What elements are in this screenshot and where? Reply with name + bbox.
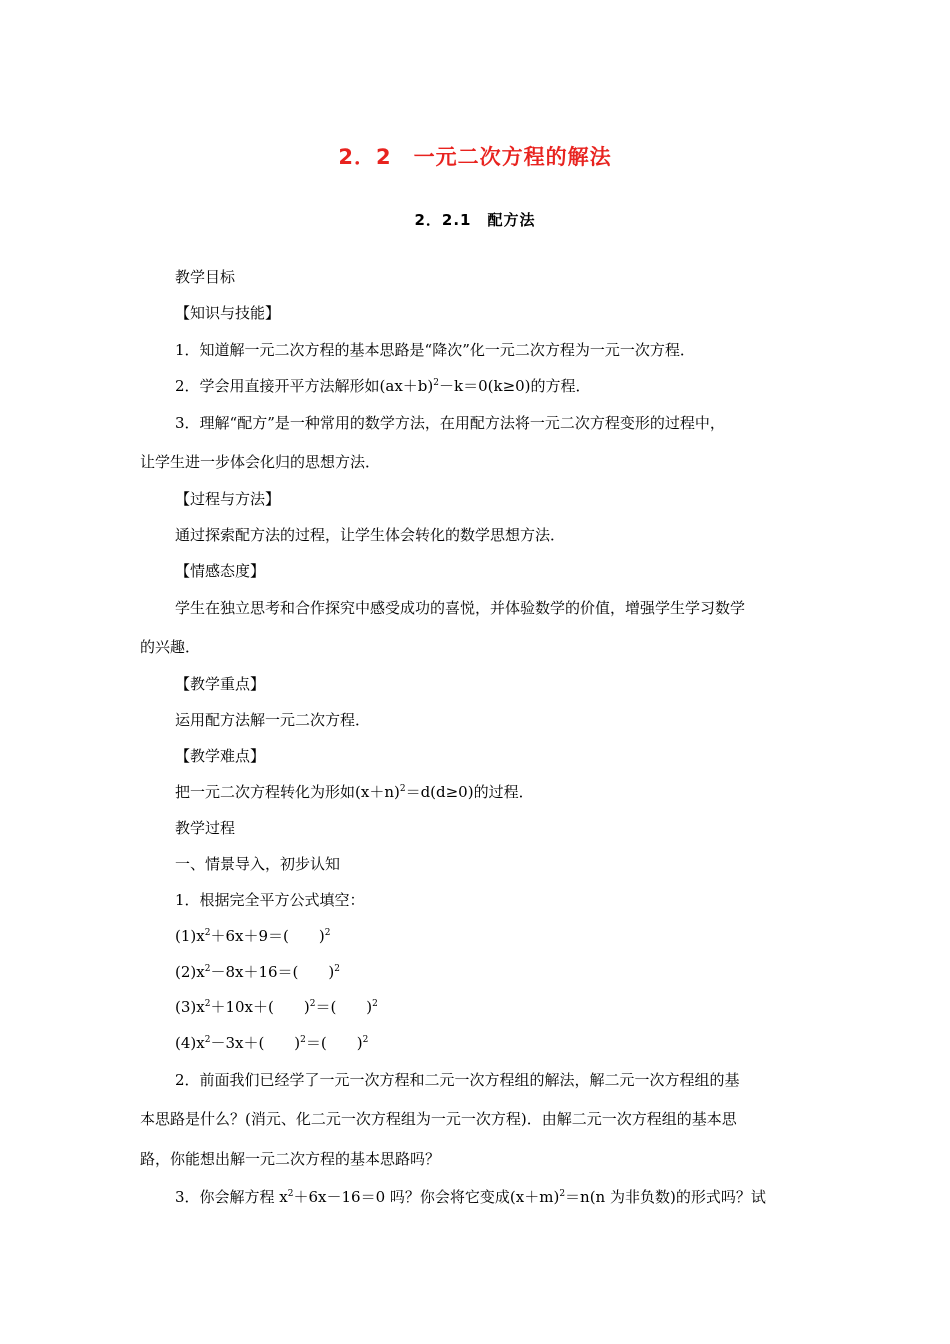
exercise-3: $(3)x^2+10x+$( )$^2$＝( )$^2$ [175,998,378,1016]
paragraph-k1: 1．知道解一元二次方程的基本思路是“降次”化一元二次方程为一元一次方程． [175,341,695,359]
paragraph-k3-line2: 让学生进一步体会化归的思想方法． [140,453,381,471]
question-2-line1: 2．前面我们已经学了一元一次方程和二元一次方程组的解法，解二元一次方程组的基 [175,1071,740,1089]
paragraph-process: 通过探索配方法的过程，让学生体会转化的数学思想方法． [175,526,566,544]
question-1: 1．根据完全平方公式填空： [175,891,365,909]
paragraph-key: 运用配方法解一元二次方程． [175,711,371,729]
exercise-4: $(4)x^2-3x+$( )$^2$＝( )$^2$ [175,1034,369,1052]
paragraph-attitude-line1: 学生在独立思考和合作探究中感受成功的喜悦，并体验数学的价值，增强学生学习数学 [175,599,746,617]
exercise-1: $(1)x^2+6x+9=$( )$^2$ [175,927,331,945]
question-2-line2: 本思路是什么？(消元、化二元一次方程组为一元一次方程)．由解二元一次方程组的基本思 [140,1110,737,1128]
page-title: 2．2 一元二次方程的解法 [338,145,612,169]
section-subtitle: 2．2.1 配方法 [414,211,536,229]
process-heading: 【过程与方法】 [175,490,281,508]
paragraph-difficulty: 把一元二次方程转化为形如$(x+n)^2=d(d\ge 0)$的过程． [175,783,534,801]
paragraph-k2: 2．学会用直接开平方法解形如$(ax+b)^2-k=0(k\ge 0)$的方程． [175,377,591,395]
paragraph-attitude-line2: 的兴趣． [140,638,201,656]
paragraph-k3-line1: 3．理解“配方”是一种常用的数学方法，在用配方法将一元二次方程变形的过程中， [175,414,725,432]
key-heading: 【教学重点】 [175,675,266,693]
objectives-heading: 教学目标 [175,268,236,286]
knowledge-heading: 【知识与技能】 [175,304,281,322]
question-2-line3: 路，你能想出解一元二次方程的基本思路吗？ [140,1150,441,1168]
exercise-2: $(2)x^2-8x+16=$( )$^2$ [175,963,340,981]
difficulty-heading: 【教学难点】 [175,747,266,765]
section-heading-1: 一、情景导入，初步认知 [175,855,341,873]
teaching-process-heading: 教学过程 [175,819,236,837]
attitude-heading: 【情感态度】 [175,562,266,580]
question-3: 3．你会解方程 $x^2+6x-16=0$ 吗？你会将它变成$(x+m)^2=n(n$ 为非负数)的形式吗？试 [175,1188,766,1206]
